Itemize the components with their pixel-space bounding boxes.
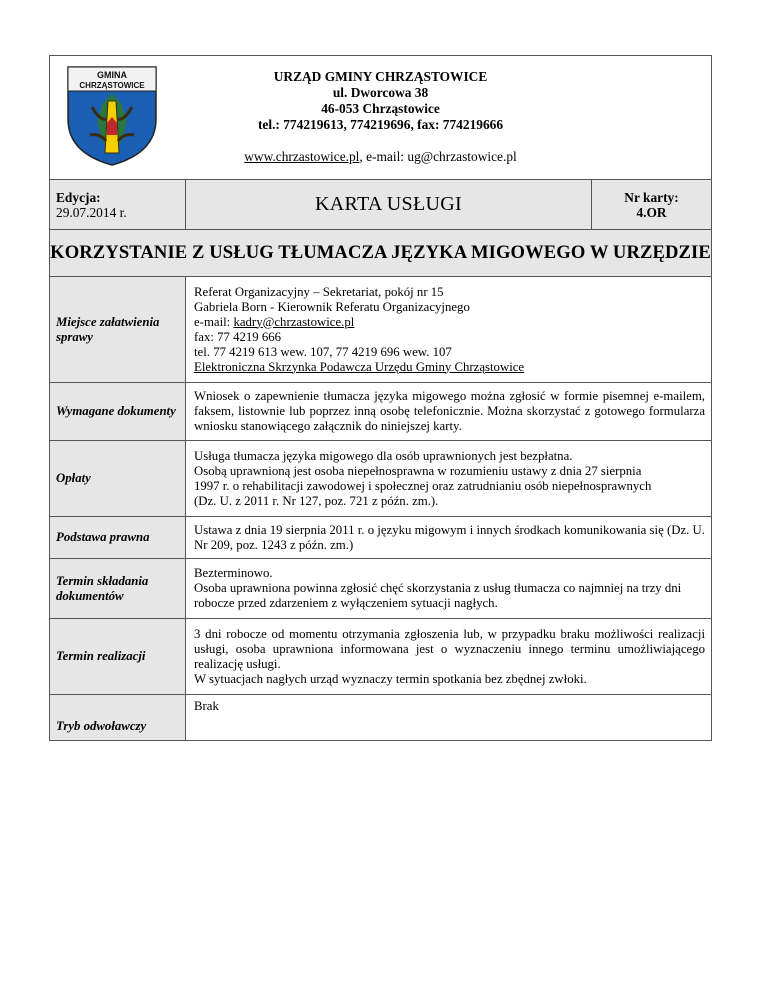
place-value: [186, 277, 712, 383]
service-title: KORZYSTANIE Z USŁUG TŁUMACZA JĘZYKA MIGOWEGO W URZĘDZIE: [50, 230, 712, 277]
documents-value: Wniosek o zapewnienie tłumacza języka migowego można zgłosić w formie pisemnej e-mailem, faksem, listownie lub poprzez inną osobę telefonicznie. Można skorzystać z gotowego formularza wniosku stanowiącego załącznik do niniejszej karty.: [186, 383, 712, 441]
place-fax: fax: 77 4219 666: [194, 329, 282, 344]
place-email-link[interactable]: kadry@chrzastowice.pl: [233, 314, 355, 329]
documents-label: Wymagane dokumenty: [50, 383, 186, 441]
place-epuap-link[interactable]: Elektroniczna Skrzynka Podawcza Urzędu Gminy Chrząstowice: [194, 359, 525, 374]
legal-label: Podstawa prawna: [50, 517, 186, 559]
logo-text-bottom: CHRZĄSTOWICE: [79, 81, 145, 90]
deadline-submit-label: Termin składania dokumentów: [50, 559, 186, 619]
deadline-exec-label: Termin realizacji: [50, 619, 186, 695]
appeal-value: Brak: [186, 695, 712, 741]
service-card-document: [49, 55, 711, 741]
deadline-exec-value: [186, 619, 712, 695]
edition-cell: [50, 180, 186, 230]
legal-value: Ustawa z dnia 19 sierpnia 2011 r. o języku migowym i innych środkach komunikowania się (Dz. U. Nr 209, poz. 1243 z późn. zm.): [186, 517, 712, 559]
place-email-prefix: e-mail:: [194, 314, 234, 329]
place-label: Miejsce załatwienia sprawy: [50, 277, 186, 383]
deadline-submit-line-1: Bezterminowo.: [194, 566, 273, 580]
edition-label: Edycja:: [56, 189, 101, 205]
place-line-1: Referat Organizacyjny – Sekretariat, pokój nr 15: [194, 284, 444, 299]
deadline-submit-line-2: Osoba uprawniona powinna zgłosić chęć skorzystania z usług tłumacza co najmniej na trzy dni robocze przed zdarzeniem z wyłączeniem sytuacji nagłych.: [194, 581, 682, 610]
card-number-label: Nr karty:: [624, 189, 679, 205]
office-header: [50, 56, 712, 180]
fees-line-1: Usługa tłumacza języka migowego dla osób uprawnionych jest bezpłatna.: [194, 448, 573, 463]
place-tel: tel. 77 4219 613 wew. 107, 77 4219 696 wew. 107: [194, 344, 452, 359]
place-email-line: [194, 315, 705, 330]
card-number: 4.OR: [636, 204, 667, 220]
fees-value: [186, 441, 712, 517]
edition-date: 29.07.2014 r.: [56, 204, 127, 220]
service-card-table: [49, 55, 712, 741]
deadline-submit-value: [186, 559, 712, 619]
office-email: , e-mail: ug@chrzastowice.pl: [359, 149, 517, 164]
office-name: URZĄD GMINY CHRZĄSTOWICE: [273, 69, 488, 84]
deadline-exec-line-1: 3 dni robocze od momentu otrzymania zgłoszenia lub, w przypadku braku możliwości realizacji usługi, osoba uprawniona informowana jest o wyznaczeniu innego terminu umożliwiającego realizację usługi.: [194, 626, 706, 671]
municipality-coat-of-arms-logo: [62, 61, 162, 169]
deadline-exec-line-2: W sytuacjach nagłych urząd wyznaczy termin spotkania bez zbędnej zwłoki.: [194, 671, 587, 686]
card-number-cell: [592, 180, 712, 230]
appeal-label: Tryb odwoławczy: [50, 695, 186, 741]
card-title: KARTA USŁUGI: [186, 180, 592, 230]
logo-text-top: GMINA: [97, 70, 127, 80]
fees-label: Opłaty: [50, 441, 186, 517]
fees-line-2: Osobą uprawnioną jest osoba niepełnosprawna w rozumieniu ustawy z dnia 27 sierpnia 1997 r. o rehabilitacji zawodowej i społecznej oraz zatrudnianiu osób niepełnosprawnych (Dz. U. z 2011 r. Nr 127, poz. 721 z późn. zm.).: [194, 463, 652, 508]
place-line-2: Gabriela Born - Kierownik Referatu Organizacyjnego: [194, 299, 470, 314]
office-street: ul. Dworcowa 38: [332, 85, 429, 100]
website-link[interactable]: www.chrzastowice.pl: [244, 149, 360, 164]
office-postal: 46-053 Chrząstowice: [321, 101, 440, 116]
office-phones: tel.: 774219613, 774219696, fax: 774219666: [257, 117, 504, 132]
